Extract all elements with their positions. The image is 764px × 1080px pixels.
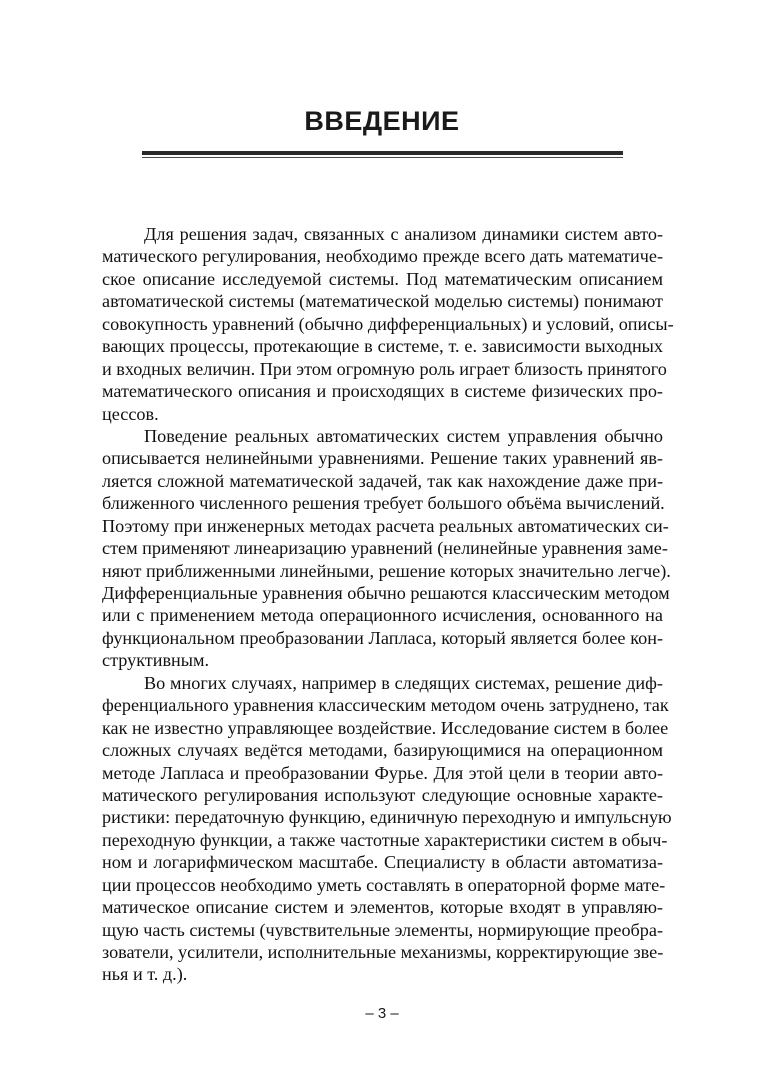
title-underline-thin — [142, 157, 623, 158]
text-line: стем применяют линеаризацию уравнений (нелинейные уравнения заме- — [102, 538, 668, 559]
page-title: ВВЕДЕНИЕ — [304, 106, 460, 136]
text-line: матическое описание систем и элементов, которые входят в управляю- — [102, 897, 663, 918]
text-line: зователи, усилители, исполнительные механизмы, корректирующие зве- — [102, 942, 664, 962]
body-text — [102, 223, 674, 986]
text-line: сложных случаях ведётся методами, базирующимися на операционном — [102, 740, 663, 761]
text-line: нья и т. д.). — [102, 964, 188, 985]
page-number: – 3 – — [365, 1005, 399, 1022]
text-line: Дифференциальные уравнения обычно решаются классическим методом — [102, 583, 670, 603]
text-line: ляется сложной математической задачей, так как нахождение даже при- — [102, 470, 663, 491]
paragraph-2 — [102, 425, 671, 672]
text-line: Поведение реальных автоматических систем управления обычно — [144, 425, 663, 446]
text-line: цессов. — [102, 403, 159, 424]
text-line: матического регулирования используют следующие основные характе- — [102, 784, 663, 805]
text-line: Во многих случаях, например в следящих системах, решение диф- — [144, 672, 663, 693]
text-line: функциональном преобразовании Лапласа, который является более кон- — [102, 627, 663, 648]
text-line: щую часть системы (чувствительные элементы, нормирующие преобра- — [102, 919, 664, 940]
text-line: совокупность уравнений (обычно дифференциальных) и условий, описы- — [102, 313, 674, 334]
text-line: ближенного численного решения требует большого объёма вычислений. — [102, 493, 665, 514]
text-line: ном и логарифмическом масштабе. Специалисту в области автоматиза- — [102, 852, 663, 873]
text-line: ции процессов необходимо уметь составлять в операторной форме мате- — [102, 874, 666, 895]
text-line: ференциального уравнения классическим методом очень затруднено, так — [102, 695, 669, 716]
text-line: ристики: передаточную функцию, единичную переходную и импульсную — [102, 807, 672, 828]
text-line: матического регулирования, необходимо прежде всего дать математиче- — [102, 246, 663, 267]
text-line: математического описания и происходящих в системе физических про- — [102, 381, 663, 402]
text-line: или с применением метода операционного исчисления, основанного на — [102, 605, 663, 626]
title-underline-thick — [142, 151, 623, 155]
paragraph-1 — [102, 223, 674, 425]
text-line: как не известно управляющее воздействие. Исследование систем в более — [102, 717, 669, 738]
text-line: Для решения задач, связанных с анализом динамики систем авто- — [144, 224, 663, 244]
paragraph-3 — [102, 672, 672, 986]
text-line: вающих процессы, протекающие в системе, т. е. зависимости выходных — [102, 336, 663, 357]
text-line: ское описание исследуемой системы. Под математическим описанием — [102, 268, 663, 289]
text-line: методе Лапласа и преобразовании Фурье. Для этой цели в теории авто- — [102, 762, 663, 783]
text-line: и входных величин. При этом огромную роль играет близость принятого — [102, 358, 667, 379]
text-line: Поэтому при инженерных методах расчета реальных автоматических си- — [102, 515, 669, 536]
text-line: структивным. — [102, 650, 210, 671]
text-line: описывается нелинейными уравнениями. Решение таких уравнений яв- — [102, 448, 663, 469]
text-line: переходную функции, а также частотные характеристики систем в обыч- — [102, 829, 668, 850]
text-line: няют приближенными линейными, решение которых значительно легче). — [102, 560, 671, 581]
text-line: автоматической системы (математической моделью системы) понимают — [102, 291, 663, 312]
